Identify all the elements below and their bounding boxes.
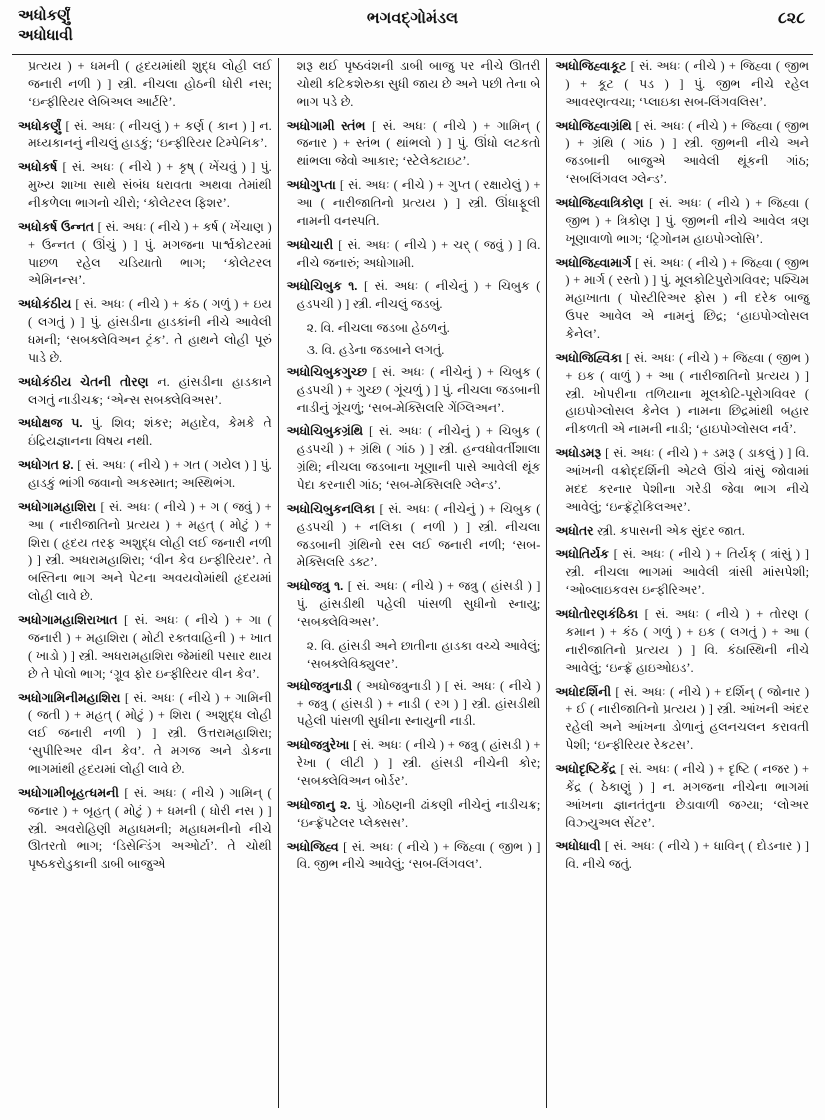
dictionary-entry bbox=[553, 523, 809, 541]
entry-headword: અધોચિબુક ૧. bbox=[286, 279, 358, 294]
guideword-last: અધોધાવી bbox=[18, 28, 73, 45]
entry-headword: અધોતર bbox=[555, 523, 594, 538]
entry-definition: [ સં. અધઃ ( નીચે ) + કંઠ ( ગળું ) + ઇય ( લગતું ) ] પું. હાંસડીના હાડકાંની નીચે આવેલી ધમની; ‘સબક્લેવિઅન ટ્રંક’. તે હાથને લોહી પૂરું પાડે છે. bbox=[28, 297, 272, 365]
entry-headword: અધોદર્શિની bbox=[555, 684, 612, 699]
dictionary-entry bbox=[285, 501, 541, 572]
entry-definition: ( અધોજત્રુનાડી ) [ સં. અધઃ ( નીચે ) + જત્રુ ( હાંસડી ) + નાડી ( રગ ) ] સ્ત્રી. હાંસડીથી પહેલી પાંસળી સુધીના સ્નાયુની નાડી. bbox=[296, 678, 541, 729]
entry-headword: અધોજિહ્વામાર્ગ bbox=[555, 255, 632, 270]
entry-headword: અધોજત્રુરેખા bbox=[286, 738, 350, 753]
entry-headword: અધોકર્ણું bbox=[18, 118, 62, 133]
book-title: ભગવદ્‌ગોમંડલ bbox=[366, 10, 459, 27]
column-container bbox=[10, 58, 815, 1108]
dictionary-entry bbox=[553, 546, 809, 600]
dictionary-entry bbox=[285, 797, 541, 833]
entry-headword: અધોજત્રુનાડી bbox=[286, 678, 353, 693]
dictionary-entry bbox=[285, 364, 541, 418]
page-number: ૮૨૮ bbox=[778, 10, 805, 27]
entry-headword: અધોગામહાશિરા bbox=[18, 499, 97, 514]
entry-headword: અધોગત ૪. bbox=[18, 458, 74, 473]
dictionary-entry bbox=[16, 690, 272, 779]
entry-definition: [ સં. અધઃ ( નીચે ) + તોરણ ( કમાન ) + કંઠ ( ગળું ) + ઇક ( લગતું ) + આ ( નારીજાતિનો પ્રત્યય ) ] વિ. કંઠાસ્થિની નીચે આવેલું; ‘ઇન્ફ્રૅ હાઇઓઇડ’. bbox=[565, 607, 810, 675]
text-column-2 bbox=[278, 58, 547, 1108]
dictionary-entry bbox=[553, 684, 809, 755]
dictionary-entry bbox=[285, 278, 541, 314]
entry-headword: અધોકર્ષ ઉન્નત bbox=[18, 219, 94, 234]
dictionary-entry bbox=[553, 838, 809, 874]
entry-headword: અધોગામી સ્તંભ bbox=[286, 118, 366, 133]
entry-definition: [ સં. અધઃ ( નીચે ) + દર્શિન્ ( જોનાર ) + ઈ ( નારીજાતિનો પ્રત્યય ) ] સ્ત્રી. આંખની અંદર રહેલી અને આંખના ડોળાનું હલનચલન કરાવતી પેશી; ‘ઇન્ફીરિયર રેકટસ’. bbox=[565, 684, 810, 753]
entry-headword: અધોતોરણકંઠિકા bbox=[555, 607, 639, 622]
entry-headword: અધોક્ષજ ૫. bbox=[18, 416, 83, 431]
dictionary-entry bbox=[553, 195, 809, 249]
entry-sense: ૨. વિ. નીચલા જડબા હેઠળનું. bbox=[306, 321, 450, 336]
dictionary-entry bbox=[285, 737, 541, 791]
entry-definition: [ સં. અધઃ ( નીચે ) + જિહ્વા ( જીભ ) + ઇક ( વાળું ) + આ ( નારીજાતિનો પ્રત્યય ) ] સ્ત્રી. ખોપરીના તળિયાના મૂલકોટિ-પૂરોગવિવર ( હાઇપોગ્લોસલ કેનેલ ) નામના છિદ્રમાંથી બહાર નીકળતી એ નામની નાડી; ‘હાઇપોગ્લોસલ નર્વ’. bbox=[565, 350, 810, 437]
dictionary-entry bbox=[553, 118, 809, 189]
entry-definition: ન. હાંસડીના હાડકાને લગતું નાડીચક્ર; ‘એન્સ સબક્લેવિઅસ’. bbox=[28, 374, 272, 407]
dictionary-entry bbox=[16, 374, 272, 410]
entry-definition: [ સં. અધઃ ( નીચે ) + ગ ( જવું ) + આ ( નારીજાતિનો પ્રત્યય ) + મહત્ ( મોટું ) + શિરા ( હૃદય તરફ અશુદ્ધ લોહી લઈ જનારી નળી ) ] સ્ત્રી. અધરામહાશિરા; ‘વીન કેવ ઇન્ફીરિયર’. તે બસ્તિના ભાગ અને પેટના અવયવોમાંથી હૃદયમાં લોહી લાવે છે. bbox=[28, 499, 272, 604]
entry-sense: ૨. વિ. હાંસડી અને છાતીના હાડકા વચ્ચે આવેલું; ‘સબક્લેવિક્યુલર’. bbox=[306, 638, 541, 671]
dictionary-entry bbox=[16, 118, 272, 154]
entry-headword: અધોગામીબૃહત્ધમની bbox=[18, 785, 119, 800]
dictionary-entry bbox=[16, 457, 272, 493]
dictionary-entry bbox=[553, 350, 809, 439]
entry-definition: [ સં. અધઃ ( નીચેનું ) + ચિબુક ( હડપચી ) + નલિકા ( નળી ) ] સ્ત્રી. નીચલા જડબાની ગ્રંથિનો રસ લઈ જનારી નળી; ‘સબ-મેક્સિલરિ ડક્ટ’. bbox=[296, 501, 541, 570]
text-column-3 bbox=[546, 58, 815, 1108]
entry-headword: અધોતિર્યક bbox=[555, 547, 609, 562]
entry-definition: સ્ત્રી. કપાસની એક સુંદર જાત. bbox=[593, 523, 745, 538]
entry-definition: [ સં. અધઃ ( નીચે ) + ગામિની ( જતી ) + મહત્ ( મોટું ) + શિરા ( અશુદ્ધ લોહી લઈ જનારી નળી ) ] સ્ત્રી. ઉત્તરામહાશિરા; ‘સુપીરિઅર વીન કેવ’. તે મગજ અને ડોકના ભાગમાંથી હૃદયમાં લોહી લાવે છે. bbox=[28, 690, 272, 776]
entry-definition: [ સં. અધઃ ( નીચે ) + કૃષ્ ( ખેંચવું ) ] પું. મુખ્ય શાખા સાથે સંબંધ ધરાવતા અથવા તેમાંથી નીકળેલા ભાગનો ચીરો; ‘કોલેટરલ ફિશર’. bbox=[28, 160, 272, 211]
entry-definition: [ સં. અધઃ ( નીચેનું ) + ચિબુક ( હડપચી ) + ગ્રંથિ ( ગાંઠ ) ] સ્ત્રી. હન્વધોવર્તીશાલા ગ્રંથિ; નીચલા જડબાના ખૂણાની પાસે આવેલી થૂંક પેદા કરનારી ગાંઠ; ‘સબ-મેક્સિલરિ ગ્લેન્ડ’. bbox=[296, 424, 541, 493]
header-divider bbox=[12, 54, 813, 55]
text-column-1 bbox=[10, 58, 278, 1108]
continued-paragraph: પ્રત્યય ) + ધમની ( હૃદયમાંથી શુદ્ધ લોહી લઈ જનારી નળી ) ] સ્ત્રી. નીચલા હોઠની ધોરી નસ; ‘ઇન્ફીરિયર લેબિઅલ આર્ટરિ’. bbox=[28, 59, 272, 109]
running-head bbox=[10, 6, 815, 52]
entry-headword: અધોદૃષ્ટિકેંદ્ર bbox=[555, 761, 617, 776]
dictionary-entry bbox=[16, 219, 272, 290]
entry-definition: [ સં. અધઃ ( નીચે ) + ગામિન્ ( જનાર ) + સ્તંભ ( થાંભલો ) ] પું. ઊંધો લટકતો થાંભલા જેવો આકાર; ‘સ્ટેલેક્ટાઇટ’. bbox=[296, 118, 541, 169]
entry-headword: અધોજિહ્વાકૂટ bbox=[555, 59, 627, 73]
entry-definition: [ સં. અધઃ ( નીચે ) + ગુપ્ત ( રક્ષાયેલું ) + આ ( નારીજાતિનો પ્રત્યય ) ] સ્ત્રી. ઊંધાફૂલી નામની વનસ્પતિ. bbox=[296, 178, 541, 228]
entry-headword: અધોચિબુકનલિકા bbox=[286, 501, 375, 516]
entry-sense: ૩. વિ. હડેના જડબાને લગતું. bbox=[306, 343, 445, 358]
entry-headword: અધોચિબુકગ્રંથિ bbox=[286, 424, 364, 439]
entry-definition: [ સં. અધઃ ( નીચેનું ) + ચિબુક ( હડપચી ) ] સ્ત્રી. નીચલું જડબું. bbox=[296, 279, 541, 312]
dictionary-entry bbox=[285, 423, 541, 494]
guideword-first: અધોકર્ણું bbox=[18, 8, 71, 24]
dictionary-entry bbox=[285, 678, 541, 732]
entry-definition: [ સં. અધઃ ( નીચલું ) + કર્ણ ( કાન ) ] ન. મધ્યકાનનું નીચલું હાડકું; ‘ઇન્ફીરિયર ટિમ્પેનિક’. bbox=[28, 118, 272, 151]
entry-headword: અધોજાનુ ૨. bbox=[286, 797, 351, 812]
dictionary-entry bbox=[553, 255, 809, 344]
dictionary-entry bbox=[285, 118, 541, 172]
entry-headword: અધોધાવી bbox=[555, 839, 601, 854]
dictionary-entry bbox=[16, 612, 272, 683]
entry-definition: પું. શિવ; શંકર; મહાદેવ, કેમકે તે ઇંદ્રિયજ્ઞાનના વિષય નથી. bbox=[28, 416, 272, 449]
entry-definition: [ સં. અધઃ ( નીચેનું ) + ચિબુક ( હડપચી ) + ગુચ્છ ( ગૂંચળું ) ] પું. નીચલા જડબાની નાડીનું ગૂંચળું; ‘સબ-મેક્સિલરિ ગેંગ્લિઅન’. bbox=[296, 364, 541, 415]
entry-headword: અધોગામિનીમહાશિરા bbox=[18, 690, 121, 705]
entry-definition: પું. ગોઠણની ઢાંકણી નીચેનું નાડીચક્ર; ‘ઇન્ફ્રૅપટેલર પ્લેક્સસ’. bbox=[296, 797, 541, 830]
entry-headword: અધોગામહાશિરાખાત bbox=[18, 613, 118, 628]
entry-definition: [ સં. અધઃ ( નીચે ) ગામિન્ ( જનાર ) + બૃહત્ ( મોટું ) + ધમની ( ધોરી નસ ) ] સ્ત્રી. અવરોહિણી મહાધમની; મહાધમનીનો નીચે ઊતરતો ભાગ; ‘ડિસેન્ડિંગ અઓર્ટા’. તે ચોથી પૃષ્ઠકરોડુકાની ડાબી બાજુએ bbox=[28, 785, 272, 872]
entry-headword: અધોજત્રુ ૧. bbox=[286, 579, 344, 594]
entry-headword: અધોકંઠીય ચેતની તોરણ bbox=[18, 374, 149, 389]
entry-headword: અધોચિબુકગુચ્છ bbox=[286, 364, 367, 379]
dictionary-entry bbox=[16, 159, 272, 213]
entry-definition: [ સં. અધઃ ( નીચે ) + ધાવિન્ ( દોડનાર ) ] વિ. નીચે જતું. bbox=[565, 839, 810, 872]
entry-headword: અધોજિહ્વ bbox=[286, 839, 339, 854]
entry-definition: [ સં. અધઃ ( નીચે ) + જિહ્વા ( જીભ ) + ત્રિકોણ ] પું. જીભની નીચે આવેલ ત્રણ ખૂણાવાળો ભાગ; ‘ટ્રિગોનમ હાઇપોગ્લોસિ’. bbox=[565, 196, 810, 246]
entry-headword: અધોડમરૂ bbox=[555, 446, 602, 461]
entry-definition: [ સં. અધઃ ( નીચે ) + જિહ્વા ( જીભ ) + માર્ગ ( રસ્તો ) ] પું. મૂલકોટિપુરોગવિવર; પશ્ચિમ મહાખાતા ( પોસ્ટીરિઅર ફોસ ) ની દરેક બાજુ ઉપર આવેલ એ નામનું છિદ્ર; ‘હાઇપોગ્લોસલ કેનેલ’. bbox=[565, 255, 810, 342]
entry-headword: અધોજિહ્વાગ્રંથિ bbox=[555, 118, 632, 133]
dictionary-entry bbox=[285, 237, 541, 273]
entry-headword: અધોજિહ્વાત્રિકોણ bbox=[555, 196, 644, 211]
entry-headword: અધોકંઠીય bbox=[18, 297, 72, 312]
entry-definition: [ સં. અધઃ ( નીચે ) + જત્રુ ( હાંસડી ) + રેખા ( લીટી ) ] સ્ત્રી. હાંસડી નીચેની કોર; ‘સબક્લેવિઅન બોર્ડર’. bbox=[296, 738, 541, 788]
entry-headword: અધોજિહ્વિકા bbox=[555, 350, 622, 365]
entry-definition: [ સં. અધઃ ( નીચે ) + તિર્યક્ ( ત્રાંસું ) ] સ્ત્રી. નીચલા ભાગમાં આવેલી ત્રાંસી માંસપેશી; ‘ઓબ્લાઇકવસ ઇન્ફીરિઅર’. bbox=[565, 547, 810, 598]
entry-definition: [ સં. અધઃ ( નીચે ) + ડમરૂ ( ડાકલું ) ] વિ. આંખની વક્રોદ્દર્શિની એટલે ઊંચે ત્રાંસું જોવામાં મદદ કરનાર પેશીના ગરેડી જેવા ભાગ નીચે આવેલું; ‘ઇન્ફ્રૅટ્રોકિલઅર’. bbox=[565, 446, 810, 514]
entry-definition: [ સં. અધઃ ( નીચે ) + જત્રુ ( હાંસડી ) ] પું. હાંસડીથી પહેલી પાંસળી સુધીનો સ્નાયુ; ‘સબક્લેવિઅસ’. bbox=[296, 579, 541, 630]
entry-definition: [ સં. અધઃ ( નીચે ) + જિહ્વા ( જીભ ) + કૂટ ( પડ ) ] પું. જીભ નીચે રહેલ આવરણત્વચા; ‘પ્લાઇકા સબ-લિંગવલિસ’. bbox=[565, 59, 810, 109]
dictionary-entry bbox=[16, 785, 272, 874]
entry-definition: [ સં. અધઃ ( નીચે ) + ગા ( જનારી ) + મહાશિરા ( મોટી રક્તવાહિની ) + ખાત ( ખાડો ) ] સ્ત્રી. અધરામહાશિરા જેમાંથી પસાર થાય છે તે પોલો ભાગ; ‘ગ્રૂવ ફોર ઇન્ફીરિયર વીન કેવ’. bbox=[28, 613, 272, 681]
entry-definition: [ સં. અધઃ ( નીચે ) + જિહ્વા ( જીભ ) ] વિ. જીભ નીચે આવેલું; ‘સબ-લિંગવલ’. bbox=[296, 839, 541, 872]
entry-definition: [ સં. અધઃ ( નીચે ) + જિહ્વા ( જીભ ) + ગ્રંથિ ( ગાંઠ ) ] સ્ત્રી. જીભની નીચે અને જડબાની બાજુએ આવેલી થૂંકની ગાંઠ; ‘સબલિંગવલ ગ્લેન્ડ’. bbox=[565, 118, 810, 187]
dictionary-entry bbox=[553, 606, 809, 677]
dictionary-entry bbox=[285, 578, 541, 632]
entry-definition: [ સં. અધઃ ( નીચે ) + કર્ષ ( ખેંચાણ ) + ઉન્નત ( ઊંચું ) ] પું. મગજના પાર્શ્વકોટરમાં પાછળ રહેલ ચડિયાતો ભાગ; ‘કોલેટરલ એમિનન્સ’. bbox=[28, 219, 272, 288]
entry-headword: અધોકર્ષ bbox=[18, 160, 58, 175]
entry-definition: [ સં. અધઃ ( નીચે ) + ગત ( ગયેલ ) ] પું. હાડકું ભાંગી જવાનો અકસ્માત; અસ્થિભંગ. bbox=[28, 458, 272, 491]
dictionary-entry bbox=[553, 761, 809, 832]
dictionary-entry bbox=[553, 445, 809, 516]
dictionary-entry bbox=[16, 415, 272, 451]
dictionary-entry bbox=[285, 839, 541, 875]
dictionary-entry bbox=[16, 296, 272, 367]
entry-headword: અધોગુપ્તા bbox=[286, 178, 336, 193]
entry-definition: [ સં. અધઃ ( નીચે ) + દૃષ્ટિ ( નજર ) + કેંદ્ર ( ઠેકાણું ) ] ન. મગજના નીચેના ભાગમાં આંખના જ્ઞાનતંતુના છેડાવાળી જગ્યા; ‘લોઅર વિઝ્યુઅલ સેંટર’. bbox=[565, 761, 810, 830]
continued-paragraph: શરૂ થઈ પૃષ્ઠવંશની ડાબી બાજુ પર નીચે ઊતરી ચોથી કટિકશેરુકા સુધી જાય છે અને પછી તેના બે ભાગ પડે છે. bbox=[296, 59, 541, 109]
entry-headword: અધોચારી bbox=[286, 237, 334, 252]
entry-definition: [ સં. અધઃ ( નીચે ) + ચર્ ( જવું ) ] વિ. નીચે જનારું; અધોગામી. bbox=[296, 237, 541, 270]
dictionary-entry bbox=[553, 58, 809, 112]
dictionary-entry bbox=[16, 499, 272, 606]
dictionary-entry bbox=[285, 177, 541, 231]
